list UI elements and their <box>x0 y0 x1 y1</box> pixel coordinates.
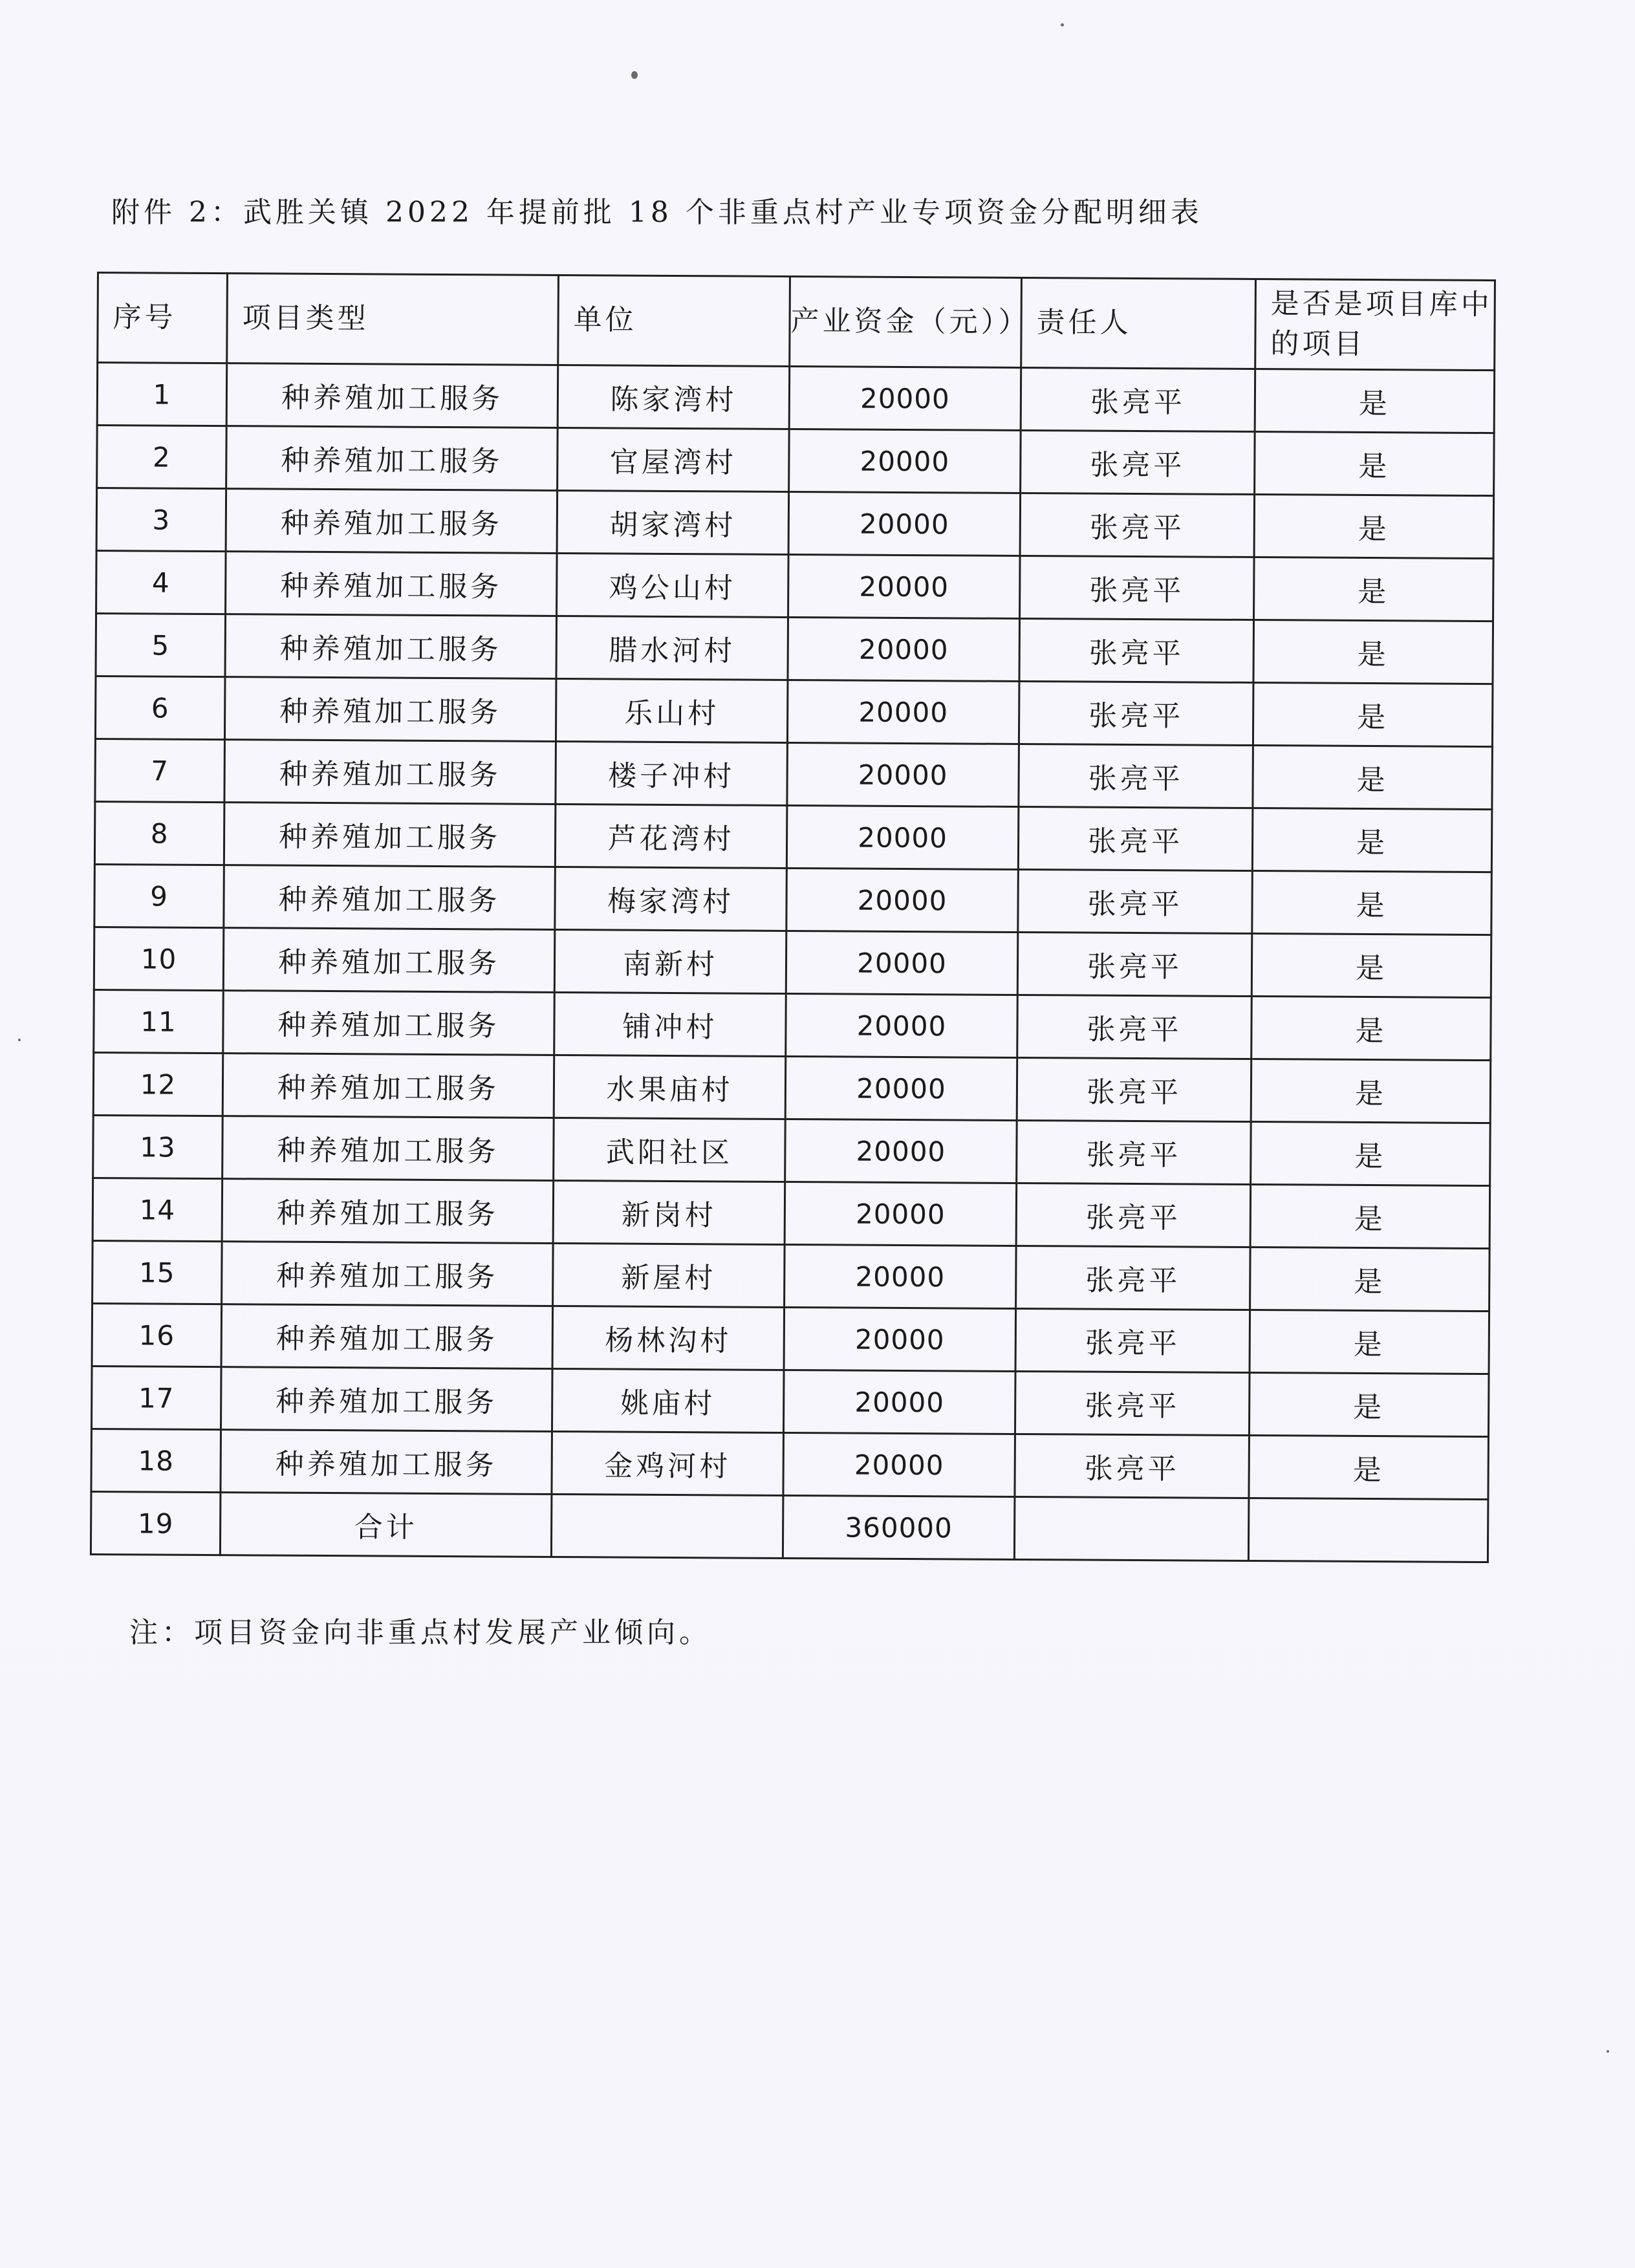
cell-unit: 铺冲村 <box>554 992 786 1056</box>
cell-fund: 20000 <box>788 617 1020 681</box>
header-in-library: 是否是项目库中的项目 <box>1255 279 1495 371</box>
scan-speck <box>1607 2050 1609 2053</box>
cell-in-library: 是 <box>1249 1372 1489 1436</box>
cell-project-type: 种养殖加工服务 <box>226 489 558 554</box>
cell-in-library: 是 <box>1250 1184 1490 1248</box>
header-project-type: 项目类型 <box>227 274 559 365</box>
cell-unit: 杨林沟村 <box>552 1306 785 1370</box>
cell-index: 7 <box>95 739 225 802</box>
cell-project-type: 种养殖加工服务 <box>224 677 556 742</box>
cell-in-library: 是 <box>1249 1435 1489 1499</box>
cell-in-library: 是 <box>1255 369 1495 433</box>
cell-unit: 新岗村 <box>553 1180 785 1244</box>
cell-fund: 20000 <box>789 429 1021 493</box>
cell-project-type: 种养殖加工服务 <box>226 363 558 428</box>
table-row <box>92 1366 1489 1436</box>
cell-fund: 20000 <box>786 993 1018 1057</box>
cell-in-library: 是 <box>1251 996 1491 1060</box>
table-row <box>94 801 1492 872</box>
total-fund: 360000 <box>783 1495 1015 1559</box>
cell-unit: 鸡公山村 <box>557 553 789 617</box>
cell-fund: 20000 <box>785 1244 1017 1308</box>
cell-responsible-person: 张亮平 <box>1018 869 1253 933</box>
cell-index: 18 <box>91 1429 221 1492</box>
cell-in-library: 是 <box>1252 808 1492 872</box>
cell-responsible-person: 张亮平 <box>1020 556 1255 620</box>
cell-unit: 胡家湾村 <box>557 490 789 554</box>
cell-responsible-person: 张亮平 <box>1019 744 1253 808</box>
cell-in-library: 是 <box>1253 620 1493 684</box>
cell-in-library: 是 <box>1254 495 1494 559</box>
table-row <box>96 551 1494 621</box>
cell-project-type: 种养殖加工服务 <box>223 991 555 1055</box>
cell-project-type: 种养殖加工服务 <box>223 928 555 993</box>
cell-responsible-person: 张亮平 <box>1021 367 1255 431</box>
cell-project-type: 种养殖加工服务 <box>221 1367 553 1432</box>
cell-unit: 新屋村 <box>553 1243 785 1307</box>
cell-fund: 20000 <box>786 805 1019 869</box>
header-unit: 单位 <box>558 275 790 366</box>
cell-unit: 南新村 <box>554 929 786 993</box>
cell-index: 3 <box>96 488 226 552</box>
document-title: 附件 2：武胜关镇 2022 年提前批 18 个非重点村产业专项资金分配明细表 <box>111 196 1203 229</box>
cell-fund: 20000 <box>785 1119 1017 1183</box>
cell-in-library: 是 <box>1251 1059 1491 1123</box>
cell-project-type: 种养殖加工服务 <box>221 1304 553 1369</box>
table-row <box>93 1115 1491 1185</box>
cell-responsible-person: 张亮平 <box>1015 1371 1250 1435</box>
cell-unit: 乐山村 <box>556 678 788 742</box>
cell-responsible-person: 张亮平 <box>1015 1308 1250 1372</box>
table-row <box>94 927 1491 997</box>
cell-in-library: 是 <box>1251 933 1491 997</box>
scan-speck <box>18 1039 21 1041</box>
cell-fund: 20000 <box>783 1432 1015 1496</box>
cell-responsible-person: 张亮平 <box>1017 932 1252 996</box>
cell-project-type: 种养殖加工服务 <box>222 1053 554 1118</box>
cell-fund: 20000 <box>785 1182 1017 1246</box>
cell-fund: 20000 <box>788 554 1021 618</box>
cell-fund: 20000 <box>788 491 1021 556</box>
table-row <box>91 1429 1489 1499</box>
cell-responsible-person: 张亮平 <box>1018 806 1253 870</box>
cell-in-library: 是 <box>1254 557 1494 621</box>
cell-responsible-person: 张亮平 <box>1017 1120 1251 1184</box>
table-row <box>92 1240 1490 1311</box>
cell-index: 16 <box>92 1303 222 1366</box>
cell-unit: 楼子冲村 <box>556 741 788 805</box>
table-row <box>96 614 1493 684</box>
cell-responsible-person: 张亮平 <box>1015 1434 1250 1498</box>
cell-fund: 20000 <box>786 868 1019 932</box>
cell-index: 9 <box>94 864 224 927</box>
cell-unit: 腊水河村 <box>556 616 788 680</box>
table-row <box>97 363 1495 433</box>
cell-fund: 20000 <box>787 742 1019 806</box>
cell-unit: 金鸡河村 <box>552 1431 784 1495</box>
cell-project-type: 种养殖加工服务 <box>222 1116 554 1181</box>
table-row <box>97 426 1495 496</box>
table-row <box>94 989 1491 1060</box>
cell-responsible-person: 张亮平 <box>1019 681 1253 745</box>
cell-project-type: 种养殖加工服务 <box>222 1179 554 1244</box>
table-row <box>92 1178 1490 1248</box>
cell-project-type: 种养殖加工服务 <box>224 803 556 867</box>
cell-in-library: 是 <box>1253 682 1493 746</box>
cell-index: 8 <box>94 801 224 865</box>
cell-index: 15 <box>92 1240 222 1304</box>
cell-unit: 武阳社区 <box>554 1118 786 1182</box>
total-unit-empty <box>551 1494 783 1558</box>
cell-in-library: 是 <box>1250 1247 1490 1311</box>
cell-project-type: 种养殖加工服务 <box>226 552 558 616</box>
header-responsible-person: 责任人 <box>1021 277 1256 369</box>
cell-fund: 20000 <box>789 366 1021 430</box>
cell-index: 17 <box>92 1366 222 1429</box>
header-index: 序号 <box>98 273 228 363</box>
header-fund: 产业资金（元）） <box>790 276 1022 367</box>
cell-index: 12 <box>93 1052 223 1116</box>
cell-in-library: 是 <box>1255 432 1495 496</box>
cell-fund: 20000 <box>787 680 1019 744</box>
total-row <box>91 1491 1488 1562</box>
cell-in-library: 是 <box>1251 1121 1491 1185</box>
cell-unit: 陈家湾村 <box>558 365 790 429</box>
cell-index: 10 <box>94 927 224 990</box>
cell-index: 11 <box>94 989 224 1053</box>
cell-responsible-person: 张亮平 <box>1020 493 1255 557</box>
table-row <box>95 739 1493 809</box>
cell-fund: 20000 <box>786 931 1018 995</box>
table-row <box>95 676 1493 746</box>
allocation-table-container <box>90 272 1494 1563</box>
cell-responsible-person: 张亮平 <box>1021 430 1255 494</box>
cell-project-type: 种养殖加工服务 <box>224 865 556 930</box>
scan-speck <box>631 71 638 79</box>
cell-responsible-person: 张亮平 <box>1017 1057 1251 1121</box>
cell-unit: 姚庙村 <box>552 1368 784 1432</box>
cell-index: 2 <box>97 426 227 489</box>
table-row <box>93 1052 1491 1123</box>
cell-fund: 20000 <box>784 1307 1016 1371</box>
cell-index: 4 <box>96 551 226 614</box>
cell-project-type: 种养殖加工服务 <box>226 426 558 491</box>
cell-responsible-person: 张亮平 <box>1019 618 1254 682</box>
footnote: 注：项目资金向非重点村发展产业倾向。 <box>129 1616 711 1649</box>
cell-in-library: 是 <box>1253 745 1493 809</box>
cell-responsible-person: 张亮平 <box>1016 1246 1251 1310</box>
table-body <box>91 363 1494 1562</box>
cell-fund: 20000 <box>785 1056 1017 1120</box>
cell-in-library: 是 <box>1252 870 1492 934</box>
scan-speck <box>1061 23 1064 27</box>
total-library-empty <box>1248 1498 1488 1562</box>
cell-unit: 官屋湾村 <box>558 427 790 491</box>
cell-project-type: 种养殖加工服务 <box>222 1242 554 1306</box>
cell-responsible-person: 张亮平 <box>1016 1183 1251 1247</box>
cell-index: 14 <box>92 1178 222 1241</box>
total-person-empty <box>1014 1496 1249 1561</box>
total-label: 合计 <box>220 1493 552 1557</box>
cell-unit: 水果庙村 <box>554 1055 786 1119</box>
cell-in-library: 是 <box>1250 1310 1489 1374</box>
cell-index: 13 <box>93 1115 223 1178</box>
table-row <box>92 1303 1489 1374</box>
cell-fund: 20000 <box>783 1370 1015 1434</box>
table-row <box>96 488 1494 559</box>
cell-index: 5 <box>96 614 226 677</box>
cell-unit: 梅家湾村 <box>555 867 787 931</box>
cell-index: 1 <box>97 363 227 426</box>
table-header-row <box>98 273 1495 371</box>
cell-project-type: 种养殖加工服务 <box>225 614 557 679</box>
cell-responsible-person: 张亮平 <box>1017 995 1252 1059</box>
cell-project-type: 种养殖加工服务 <box>221 1430 552 1495</box>
total-index: 19 <box>91 1491 221 1555</box>
cell-index: 6 <box>95 676 225 739</box>
table-row <box>94 864 1492 934</box>
allocation-table <box>90 272 1496 1563</box>
cell-project-type: 种养殖加工服务 <box>224 740 556 805</box>
cell-unit: 芦花湾村 <box>555 804 787 868</box>
